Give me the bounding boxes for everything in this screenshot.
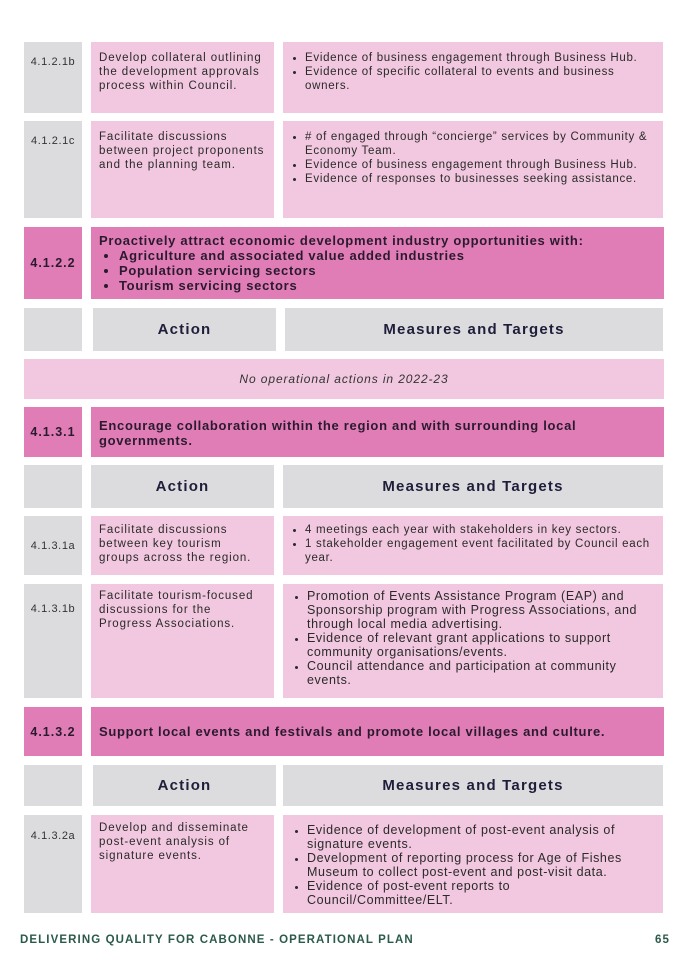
measure-item: • Evidence of business engagement through Business Hub. xyxy=(305,158,655,172)
action-description: Develop and disseminate post-event analysis of signature events. xyxy=(91,815,274,913)
page-number: 65 xyxy=(655,934,670,946)
measure-item: • Promotion of Events Assistance Program (EAP) and Sponsorship program with Progress Associations, and through local media advertising. xyxy=(307,589,655,631)
measure-item: • Evidence of business engagement through Business Hub. xyxy=(305,51,655,65)
header-blank xyxy=(24,765,82,806)
strategy-code: 4.1.3.2 xyxy=(24,707,82,756)
action-description: Develop collateral outlining the development approvals process within Council. xyxy=(91,42,274,113)
measures-cell xyxy=(283,815,663,913)
strategy-bullet: • Tourism servicing sectors xyxy=(119,278,656,293)
action-code: 4.1.3.1a xyxy=(24,516,82,575)
action-description: Facilitate tourism-focused discussions for the Progress Associations. xyxy=(91,584,274,698)
strategy-title: Support local events and festivals and promote local villages and culture. xyxy=(91,707,664,756)
measures-column-header: Measures and Targets xyxy=(285,308,663,351)
strategy-code: 4.1.2.2 xyxy=(24,227,82,299)
measure-item: • Evidence of specific collateral to events and business owners. xyxy=(305,65,655,93)
header-blank xyxy=(24,465,82,508)
action-code: 4.1.3.1b xyxy=(24,584,82,698)
footer-title: DELIVERING QUALITY FOR CABONNE - OPERATIONAL PLAN xyxy=(20,934,414,946)
action-code: 4.1.2.1b xyxy=(24,42,82,113)
action-description: Facilitate discussions between project proponents and the planning team. xyxy=(91,121,274,218)
action-code: 4.1.3.2a xyxy=(24,815,82,913)
measures-cell xyxy=(283,584,663,698)
action-column-header: Action xyxy=(93,308,276,351)
strategy-title: Encourage collaboration within the region and with surrounding local governments. xyxy=(91,407,664,457)
action-column-header: Action xyxy=(93,765,276,806)
measures-column-header: Measures and Targets xyxy=(283,465,663,508)
measures-cell xyxy=(283,42,663,113)
action-description: Facilitate discussions between key tourism groups across the region. xyxy=(91,516,274,575)
strategy-heading: Proactively attract economic development industry opportunities with: xyxy=(99,233,584,248)
strategy-bullet: • Agriculture and associated value added industries xyxy=(119,248,656,263)
strategy-code: 4.1.3.1 xyxy=(24,407,82,457)
measure-item: • 1 stakeholder engagement event facilitated by Council each year. xyxy=(305,537,655,565)
header-blank xyxy=(24,308,82,351)
measure-item: • Evidence of relevant grant applications to support community organisations/events. xyxy=(307,631,655,659)
measure-item: • Evidence of responses to businesses seeking assistance. xyxy=(305,172,655,186)
no-actions-note: No operational actions in 2022-23 xyxy=(24,359,664,399)
action-column-header: Action xyxy=(91,465,274,508)
action-code: 4.1.2.1c xyxy=(24,121,82,218)
measures-column-header: Measures and Targets xyxy=(283,765,663,806)
measure-item: • Evidence of development of post-event analysis of signature events. xyxy=(307,823,655,851)
measures-cell xyxy=(283,516,663,575)
strategy-title xyxy=(91,227,664,299)
page-footer xyxy=(20,934,670,946)
measure-item: • # of engaged through “concierge” services by Community & Economy Team. xyxy=(305,130,655,158)
measure-item: • Development of reporting process for Age of Fishes Museum to collect post-event and post-visit data. xyxy=(307,851,655,879)
measure-item: • Evidence of post-event reports to Council/Committee/ELT. xyxy=(307,879,655,907)
strategy-bullet: • Population servicing sectors xyxy=(119,263,656,278)
measures-cell xyxy=(283,121,663,218)
measure-item: • 4 meetings each year with stakeholders in key sectors. xyxy=(305,523,655,537)
measure-item: • Council attendance and participation at community events. xyxy=(307,659,655,687)
